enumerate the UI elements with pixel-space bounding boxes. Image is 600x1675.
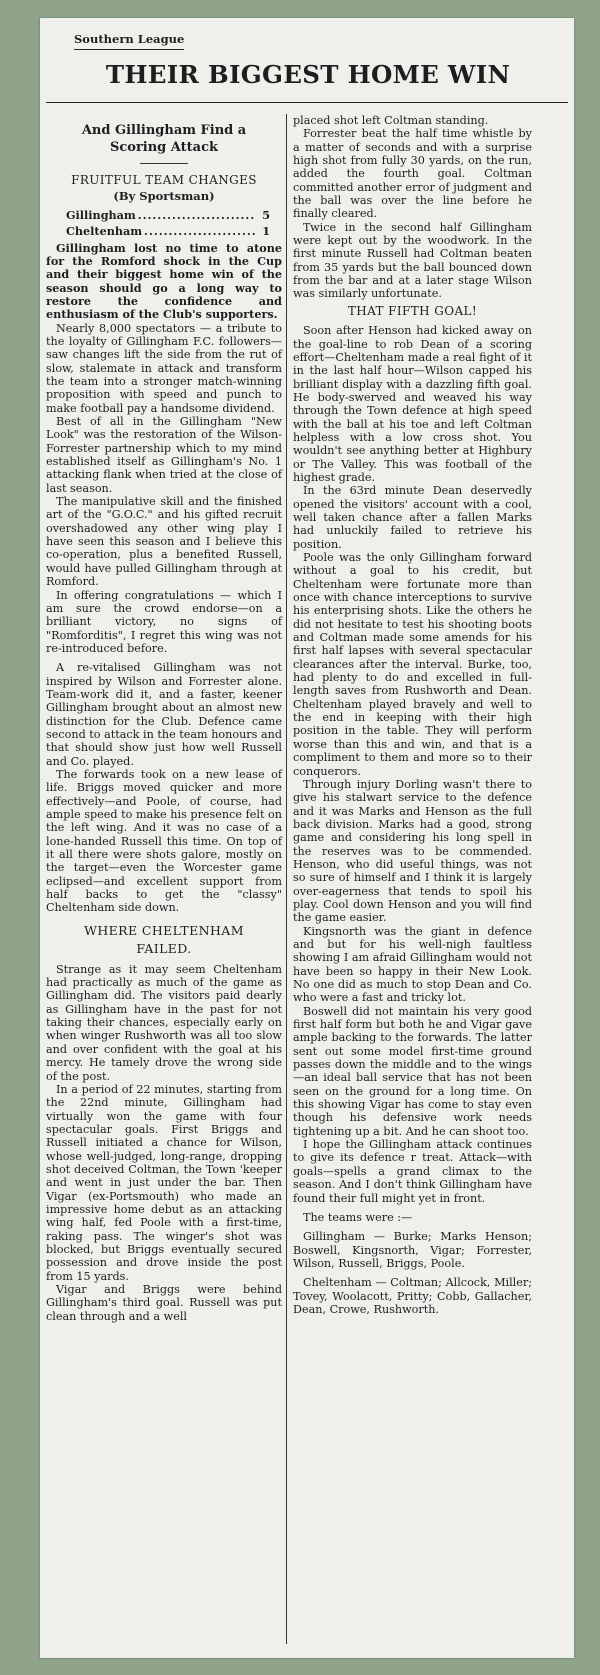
body-paragraph: In offering congratulations — which I am sure the crowd endorse—on a brilliant victory, no signs of "Romforditis", I regret this wing was not re-introduced before. [46,588,282,655]
newspaper-clipping [40,18,574,1658]
body-paragraph: I hope the Gillingham attack continues to give its defence r treat. Attack—with goals—spells a grand climax to the season. And I don't think Gillingham have found their full might yet in front. [293,1138,532,1205]
team-lineups [293,1211,532,1316]
section-kicker: Southern League [74,32,184,50]
body-paragraph: The forwards took on a new lease of life. Briggs moved quicker and more effectively—and Poole, of course, had ample speed to make his presence felt on the left wing. And it was no case of a lone-handed Russell this time. On top of it all there were shots galore, mostly on the target—even the Worcester game eclipsed—and excellent support from half backs to get the "classy" Cheltenham side down. [46,767,282,915]
teams-intro: The teams were :— [303,1210,413,1224]
score-leader-dots [136,209,256,222]
body-paragraph: placed shot left Coltman standing. [293,114,489,127]
body-paragraph: Twice in the second half Gillingham were kept out by the woodwork. In the first minute Russell had Coltman beaten from 35 yards but the ball bounced down from the bar and at a later stage Wilson was similarly unfortunate. [293,220,532,301]
headline: THEIR BIGGEST HOME WIN [105,60,511,89]
body-paragraph: Best of all in the Gillingham "New Look" was the restoration of the Wilson-Forrester partnership which to my mind established itself as Gillingham's No. 1 attacking flank when tried at the close of last season. [46,415,282,495]
subhead-team-changes: FRUITFUL TEAM CHANGES [71,173,257,188]
body-paragraph: Poole was the only Gillingham forward without a goal to his credit, but Cheltenham were fortunate more than once with chance interceptions to survive his enterprising shots. Like the others he did not hesitate to test his shooting boots and Coltman made some amends for his first half lapses with several spectacular clearances after the interval. Burke, too, had plenty to do and excelled in full-length saves from Rushworth and Dean. Cheltenham played bravely and well to the end in keeping with their high position in the table. They will perform worse than this and win, and that is a compliment to them and more so to their conquerors. [293,551,532,778]
score-team: Cheltenham [66,224,143,239]
subdeck-line-2: Scoring Attack [109,140,219,155]
score-value: 1 [262,224,270,239]
body-paragraph: Soon after Henson had kicked away on the goal-line to rob Dean of a scoring effort—Cheltenham made a real fight of it in the last half hour—Wilson capped his brilliant display with a dazzling fifth goal. He body-swerved and weaved his way through the Town defence at high speed with the ball at his toe and left Coltman helpless with a low cross shot. You wouldn't see anything better at Highbury or The Valley. This was football of the highest grade. [293,324,532,484]
body-paragraph: Vigar and Briggs were behind Gillingham's third goal. Russell was put clean through and a well [46,1283,282,1323]
subhead-fifth-goal: THAT FIFTH GOAL! [347,303,478,318]
headline-rule [46,102,568,103]
byline: (By Sportsman) [113,188,215,203]
body-paragraph: The manipulative skill and the finished art of the "G.O.C." and his gifted recruit overshadowed any other wing play I have seen this season and I believe this co-operation, plus a benefited Russell, would have pulled Gillingham through at Romford. [46,495,282,589]
score-leader-dots [142,225,256,238]
score-row [46,209,282,222]
body-paragraph: Strange as it may seem Cheltenham had practically as much of the game as Gillingham did. The visitors paid dearly as Gillingham have in the past for not taking their chances, especially early on when winger Rushworth was all too slow and over confident with the goal at his mercy. He tamely drove the wrong side of the post. [46,962,282,1083]
column-divider [286,114,287,1644]
subhead-cheltenham-failed [46,922,282,958]
body-paragraph: Nearly 8,000 spectators — a tribute to the loyalty of Gillingham F.C. followers—saw changes lift the side from the rut of slow, stalemate in attack and transform the team into a stronger match-winning proposition with speed and punch to make football pay a handsome dividend. [46,321,282,415]
subdeck-line-1: And Gillingham Find a [81,123,247,138]
right-column [293,114,532,1316]
body-paragraph: In the 63rd minute Dean deservedly opened the visitors' account with a cool, well taken chance after a fallen Marks had unluckily failed to retrieve his position. [293,484,532,551]
subdeck-rule [140,163,188,164]
intro-paragraph: Gillingham lost no time to atone for the Romford shock in the Cup and their biggest home win of the season should go a long way to restore the confidence and enthusiasm of the Club's supporters. [46,240,282,322]
subdeck [46,122,282,156]
body-paragraph: A re-vitalised Gillingham was not inspired by Wilson and Forrester alone. Team-work did it, and a faster, keener Gillingham brought about an almost new distinction for the Club. Defence came second to attack in the team honours and that should show just how well Russell and Co. played. [46,661,282,768]
body-paragraph: Boswell did not maintain his very good first half form but both he and Vigar gave ample backing to the forwards. The latter sent out some model first-time ground passes down the middle and to the wings—an ideal ball service that has not been seen on the ground for a long time. On this showing Vigar has come to stay even though his defensive work needs tightening up a bit. And he can shoot too. [293,1004,532,1138]
body-paragraph: Through injury Dorling wasn't there to give his stalwart service to the defence and it was Marks and Henson as the full back division. Marks had a good, strong game and considering his long spell in the reserves was to be commended. Henson, who did useful things, was not so sure of himself and I think it is largely over-eagerness that tends to spoil his play. Cool down Henson and you will find the game easier. [293,777,532,925]
team-lineup-cheltenham: Cheltenham — Coltman; Allcock, Miller; Tovey, Woolacott, Pritty; Cobb, Gallacher, Dean, Crowe, Rushworth. [293,1276,532,1316]
subhead-line-1: WHERE CHELTENHAM [84,922,244,938]
body-paragraph: Forrester beat the half time whistle by a matter of seconds and with a surprise high shot from fully 30 yards, on the run, added the fourth goal. Coltman committed another error of judgment and the ball was over the line before he finally cleared. [293,127,532,221]
score-row [46,225,282,238]
score-team: Gillingham [66,207,136,222]
score-value: 5 [262,207,270,222]
team-lineup-gillingham: Gillingham — Burke; Marks Henson; Boswell, Kingsnorth, Vigar; Forrester, Wilson, Russell, Briggs, Poole. [293,1230,532,1270]
left-column [46,114,282,1323]
subhead-line-2: FAILED. [136,940,192,956]
body-paragraph: Kingsnorth was the giant in defence and but for his well-nigh faultless showing I am afraid Gillingham would not have been so happy in their New Look. No one did as much to stop Dean and Co. who were a fast and tricky lot. [293,924,532,1005]
body-paragraph: In a period of 22 minutes, starting from the 22nd minute, Gillingham had virtually won the game with four spectacular goals. First Briggs and Russell initiated a chance for Wilson, whose well-judged, long-range, dropping shot deceived Coltman, the Town 'keeper and went in just under the bar. Then Vigar (ex-Portsmouth) who made an impressive home debut as an attacking wing half, fed Poole with a first-time, raking pass. The winger's shot was blocked, but Briggs eventually secured possession and drove inside the post from 15 yards. [46,1082,282,1283]
